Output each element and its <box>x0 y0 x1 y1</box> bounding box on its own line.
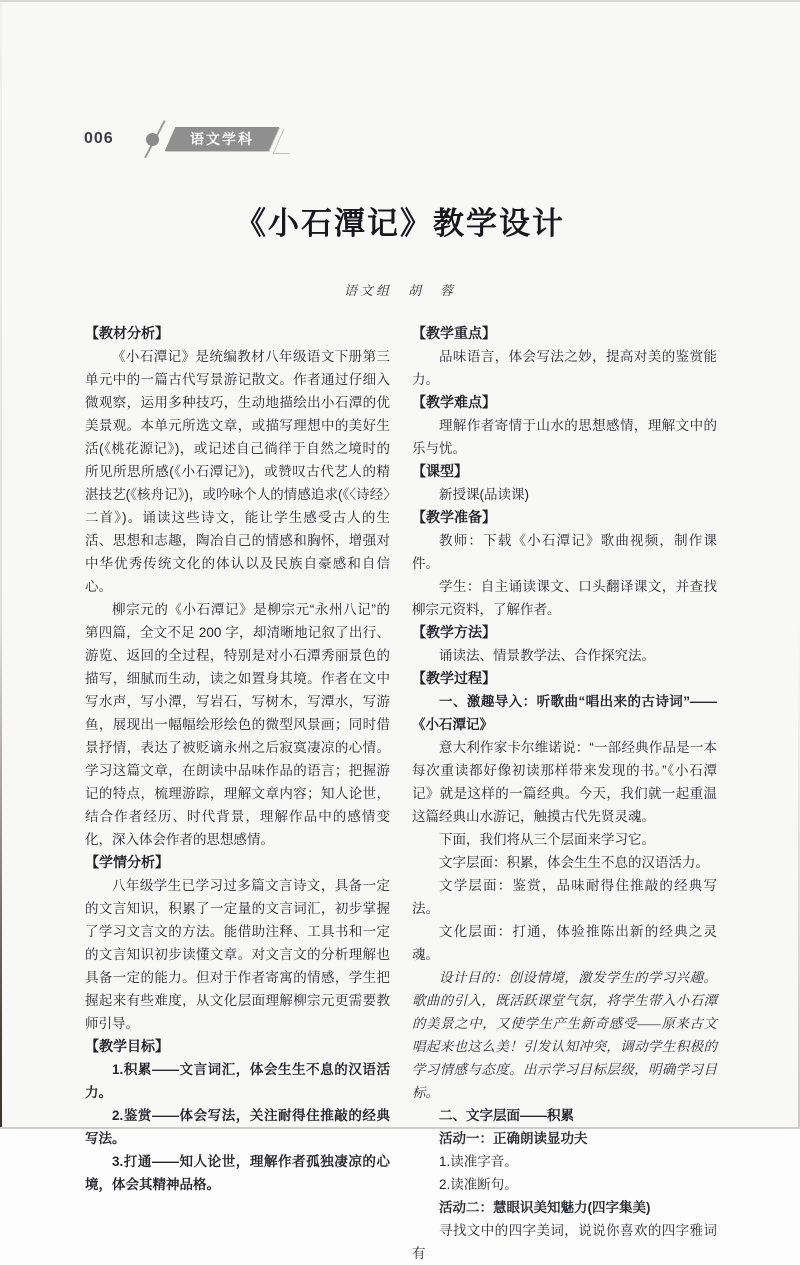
design-purpose-note: 设计目的：创设情境，激发学生的学习兴趣。歌曲的引入，既活跃课堂气氛，将学生带入小石潭的美景之中，又使学生产生新奇感受——原来古文唱起来也这么美！引发认知冲突，调动学生积极的学习情感与态度。出示学习目标层级，明确学习目标。 <box>412 970 717 1100</box>
paragraph: 文化层面：打通，体验推陈出新的经典之灵魂。 <box>412 924 717 962</box>
paragraph: 理解作者寄情于山水的思想感情，理解文中的乐与忧。 <box>412 418 717 456</box>
objective-item: 1.积累——文言词汇，体会生生不息的汉语活力。 <box>85 1062 390 1100</box>
paragraph: 柳宗元的《小石潭记》是柳宗元“永州八记”的第四篇，全文不足 200 字，却清晰地记叙了出行、游览、返回的全过程，特别是对小石潭秀丽景色的描写，细腻而生动，读之如置身其境。作者在文中写水声，写小潭，写岩石，写树木，写潭水，写游鱼，展现出一幅幅绘形绘色的微型风景画；同时借景抒情，表达了被贬谪永州之后寂寞凄凉的心情。学习这篇文章，在朗读中品味作品的语言；把握游记的特点，梳理游踪，理解文章内容；知人论世，结合作者经历、时代背景，理解作品中的感情变化，深入体会作者的思想感情。 <box>85 602 390 847</box>
subject-badge-shape <box>164 127 279 151</box>
section-heading-material-analysis: 【教材分析】 <box>85 325 169 341</box>
section-heading-preparation: 【教学准备】 <box>412 509 496 525</box>
subject-label: 语文学科 <box>189 133 254 148</box>
paragraph: 寻找文中的四字美词，说说你喜欢的四字雅词有 <box>412 1223 717 1261</box>
dot-icon <box>146 133 159 146</box>
section-heading-lesson-type: 【课型】 <box>412 463 468 479</box>
page-edge-top <box>0 0 800 2</box>
paragraph: 诵读法、情景教学法、合作探究法。 <box>439 648 655 663</box>
objective-item: 3.打通——知人论世，理解作者孤独凄凉的心境，体会其精神品格。 <box>85 1154 390 1192</box>
right-column <box>412 322 717 1265</box>
document-title: 《小石潭记》教学设计 <box>235 206 565 241</box>
paragraph: 教师：下载《小石潭记》歌曲视频，制作课件。 <box>412 533 717 571</box>
section-heading-objectives: 【教学目标】 <box>85 1038 169 1054</box>
section-heading-teaching-focus: 【教学重点】 <box>412 325 496 341</box>
section-heading-methods: 【教学方法】 <box>412 624 496 640</box>
paragraph: 文学层面：鉴赏，品味耐得住推敲的经典写法。 <box>412 878 717 916</box>
document-byline: 语文组 胡 蓉 <box>343 283 456 298</box>
subject-badge <box>136 122 296 156</box>
page-number: 006 <box>84 130 114 147</box>
activity-title: 活动二：慧眼识美知魅力(四字集美) <box>439 1200 651 1215</box>
page-edge-left <box>0 0 2 1129</box>
section-heading-learner-analysis: 【学情分析】 <box>85 854 169 870</box>
paragraph: 文字层面：积累，体会生生不息的汉语活力。 <box>439 855 709 870</box>
paragraph: 八年级学生已学习过多篇文言诗文，具备一定的文言知识，积累了一定量的文言词汇，初步掌握了学习文言文的方法。能借助注释、工具书和一定的文言知识初步读懂文章。对文言文的分析理解也具备一定的能力。但对于作者寄寓的情感，学生把握起来有些难度，从文化层面理解柳宗元更需要教师引导。 <box>85 878 390 1031</box>
running-head <box>84 122 296 156</box>
left-column <box>85 322 390 1265</box>
objective-item: 2.鉴赏——体会写法，关注耐得住推敲的经典写法。 <box>85 1108 390 1146</box>
paragraph: 意大利作家卡尔维诺说：“一部经典作品是一本每次重读都好像初读那样带来发现的书。”《小石潭记》就是这样的一篇经典。今天，我们就一起重温这篇经典山水游记，触摸古代先贤灵魂。 <box>412 740 717 824</box>
process-step-title: 二、文字层面——积累 <box>439 1108 574 1123</box>
paragraph: 学生：自主诵读课文、口头翻译课文，并查找柳宗元资料，了解作者。 <box>412 579 717 617</box>
paragraph: 1.读准字音。 <box>439 1154 518 1169</box>
paragraph: 《小石潭记》是统编教材八年级语文下册第三单元中的一篇古代写景游记散文。作者通过仔细入微观察，运用多种技巧，生动地描绘出小石潭的优美景观。本单元所选文章，或描写理想中的美好生活(《桃花源记》)，或记述自己徜徉于自然之境时的所见所思所感(《小石潭记》)，或赞叹古代艺人的精湛技艺(《核舟记》)，或吟咏个人的情感追求(《〈诗经〉二首》)。诵读这些诗文，能让学生感受古人的生活、思想和志趣，陶冶自己的情感和胸怀，增强对中华优秀传统文化的体认以及民族自豪感和自信心。 <box>85 349 390 594</box>
paragraph: 新授课(品读课) <box>439 487 529 502</box>
two-column-body <box>85 322 717 1265</box>
section-heading-teaching-difficulty: 【教学难点】 <box>412 394 496 410</box>
paragraph: 下面，我们将从三个层面来学习它。 <box>439 832 655 847</box>
paragraph: 品味语言，体会写法之妙，提高对美的鉴赏能力。 <box>412 349 717 387</box>
section-heading-process: 【教学过程】 <box>412 670 496 686</box>
paragraph: 2.读准断句。 <box>439 1177 518 1192</box>
process-step-title: 一、激趣导入：听歌曲“唱出来的古诗词”——《小石潭记》 <box>412 694 717 732</box>
activity-title: 活动一：正确朗读显功夫 <box>439 1131 588 1146</box>
